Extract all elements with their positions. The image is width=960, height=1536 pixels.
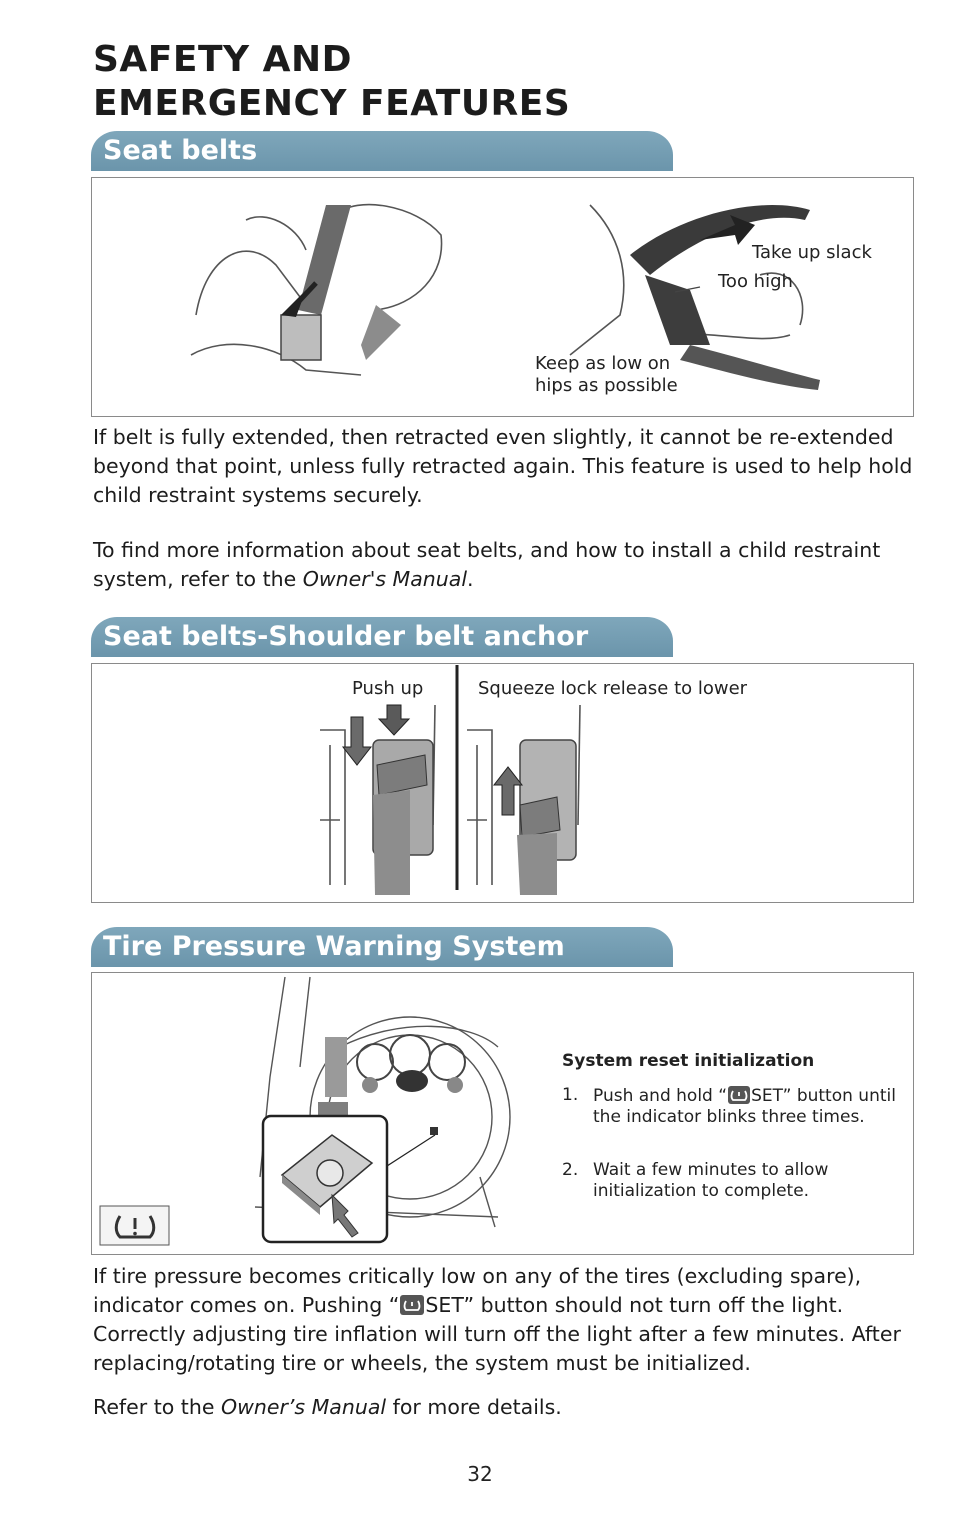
- set-button-inset: [262, 1115, 390, 1245]
- step-1-text-after: SET” button until the indicator blinks three times.: [593, 1086, 896, 1127]
- tire-pressure-warning-icon: [100, 1206, 170, 1246]
- seat-belts-paragraph-1: If belt is fully extended, then retracted even slightly, it cannot be re-extended beyond that point, unless fully retracted again. This feature is used to help hold child restraint systems securely.: [93, 425, 913, 507]
- step-1-text-before: Push and hold “: [593, 1086, 728, 1106]
- step-1-number: 1.: [562, 1085, 579, 1105]
- buckle-illustration: [186, 195, 456, 395]
- step-2-text: Wait a few minutes to allow initialization to complete.: [593, 1160, 829, 1201]
- tpws-para2-suffix: for more details.: [386, 1395, 562, 1419]
- tpws-tab: [91, 927, 673, 967]
- tpws-paragraph-1: [93, 1262, 923, 1378]
- owners-manual-reference-2: Owner’s Manual: [220, 1395, 387, 1419]
- tpws-para2-prefix: Refer to the: [93, 1395, 221, 1419]
- label-keep-low-line1: Keep as low on: [535, 353, 671, 374]
- tpws-paragraph-2: [93, 1393, 923, 1422]
- tpws-inline-icon: [727, 1085, 751, 1105]
- anchor-divider-line: [452, 665, 462, 895]
- label-take-up-slack: Take up slack: [752, 242, 872, 263]
- owners-manual-reference: Owner's Manual: [302, 567, 468, 591]
- seat-belts-para2-suffix: .: [467, 567, 474, 591]
- seat-belts-heading: Seat belts: [103, 135, 258, 166]
- page-title-line2: EMERGENCY FEATURES: [93, 83, 571, 124]
- page-number: 32: [467, 1462, 493, 1486]
- shoulder-anchor-heading: Seat belts-Shoulder belt anchor: [103, 621, 589, 652]
- tpws-heading: Tire Pressure Warning System: [103, 931, 565, 962]
- tpws-para1-after: SET” button should not turn off the light. Correctly adjusting tire inflation will turn off the light after a few minutes. After replacing/rotating tire or wheels, the system must be initialized.: [93, 1293, 901, 1375]
- label-keep-low-line2: hips as possible: [535, 375, 678, 396]
- anchor-lower-illustration: [462, 705, 592, 895]
- label-push-up: Push up: [352, 678, 424, 699]
- seat-belts-tab: [91, 131, 673, 171]
- label-too-high: Too high: [718, 271, 793, 292]
- tpws-para1-before: If tire pressure becomes critically low on any of the tires (excluding spare), indicator comes on. Pushing “: [93, 1264, 862, 1317]
- step-2-number: 2.: [562, 1160, 579, 1180]
- step-1-text: [593, 1085, 903, 1128]
- seat-belts-paragraph-2: [93, 536, 923, 594]
- label-squeeze-lock: Squeeze lock release to lower: [478, 678, 748, 699]
- shoulder-anchor-tab: [91, 617, 673, 657]
- steps-title: System reset initialization: [562, 1051, 815, 1071]
- seat-belts-para2-prefix: To find more information about seat belts, and how to install a child restraint system, refer to the: [93, 538, 881, 591]
- tpws-inline-icon: [399, 1294, 425, 1316]
- page-title: [93, 38, 570, 126]
- anchor-push-up-illustration: [315, 705, 445, 895]
- page-title-line1: SAFETY AND: [93, 39, 353, 80]
